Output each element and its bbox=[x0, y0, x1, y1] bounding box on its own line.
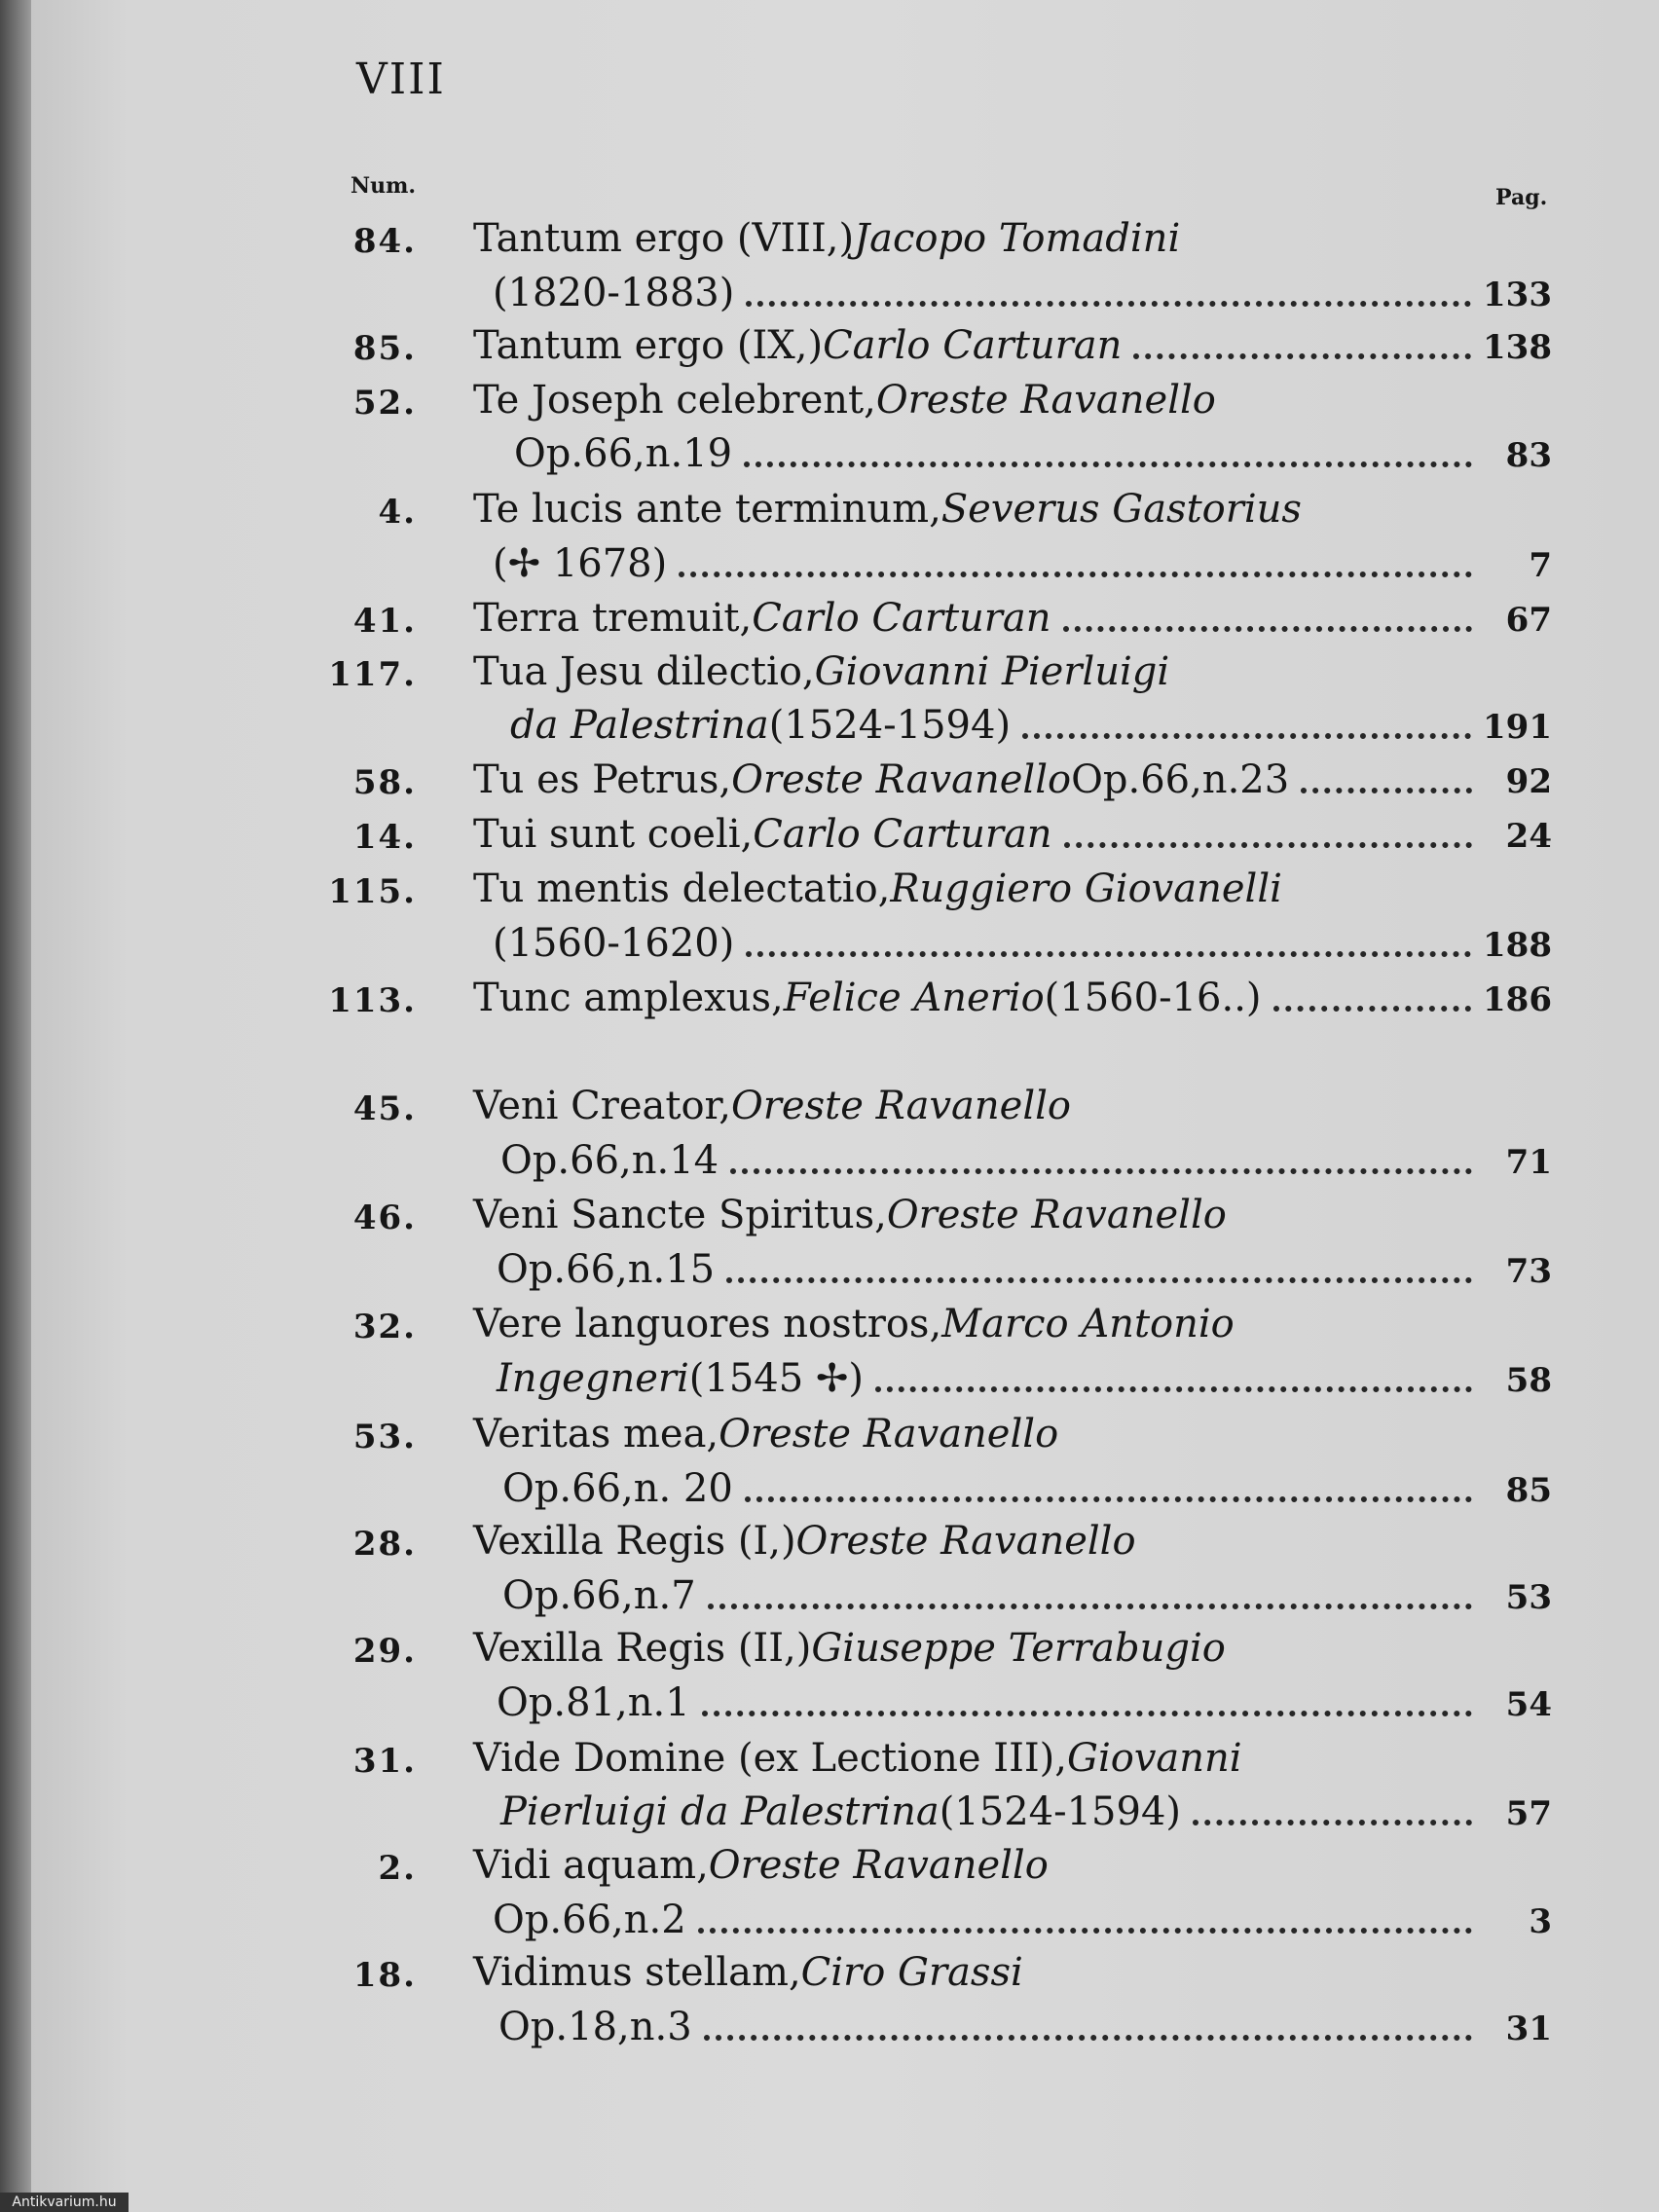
entry-number: 32. bbox=[352, 1308, 417, 1346]
entry-composer: Oreste Ravanello bbox=[875, 378, 1216, 423]
entry-page-number: 85 bbox=[1505, 1471, 1552, 1510]
entry-composer-continued: Pierluigi da Palestrina bbox=[500, 1789, 940, 1834]
entry-line-2 bbox=[500, 1138, 1552, 1183]
entry-page-number: 73 bbox=[1505, 1252, 1552, 1291]
entry-line-2 bbox=[493, 271, 1552, 315]
entry-page-number: 188 bbox=[1483, 926, 1552, 965]
entry-detail: (1560-16..) bbox=[1044, 976, 1262, 1020]
dot-leader bbox=[1193, 1819, 1472, 1825]
entry-line-1 bbox=[473, 1843, 1552, 1888]
entry-title: Veritas mea, bbox=[473, 1412, 719, 1456]
entry-detail: (1545 ✢) bbox=[688, 1356, 865, 1401]
entry-detail: (✢ 1678) bbox=[493, 541, 668, 586]
entry-line-1 bbox=[473, 1412, 1552, 1456]
entry-line-2 bbox=[497, 1247, 1552, 1292]
entry-line-2 bbox=[493, 541, 1552, 586]
entry-composer: Oreste Ravanello bbox=[795, 1519, 1136, 1564]
entry-page-number: 71 bbox=[1505, 1143, 1552, 1182]
entry-line-1 bbox=[473, 1736, 1552, 1781]
watermark: Antikvarium.hu bbox=[0, 2193, 129, 2212]
entry-detail: Op.66,n.19 bbox=[514, 431, 733, 476]
entry-page-number: 53 bbox=[1505, 1578, 1552, 1617]
entry-title: Te lucis ante terminum, bbox=[473, 487, 941, 532]
entry-composer: Marco Antonio bbox=[941, 1302, 1235, 1346]
dot-leader bbox=[744, 461, 1472, 467]
entry-composer: Severus Gastorius bbox=[940, 487, 1302, 532]
dot-leader bbox=[746, 950, 1471, 957]
dot-leader bbox=[730, 1167, 1472, 1174]
entry-title: Tunc amplexus, bbox=[473, 976, 784, 1020]
entry-title: Te Joseph celebrent, bbox=[473, 378, 876, 423]
entry-page-number: 57 bbox=[1505, 1794, 1552, 1833]
entry-page-number: 3 bbox=[1529, 1902, 1552, 1941]
entry-title: Tui sunt coeli, bbox=[473, 812, 754, 857]
entry-title: Tantum ergo (VIII,) bbox=[473, 216, 855, 261]
entry-composer: Jacopo Tomadini bbox=[854, 216, 1181, 261]
entry-line-1 bbox=[473, 487, 1552, 532]
dot-leader bbox=[1133, 352, 1471, 359]
dot-leader bbox=[746, 300, 1471, 307]
entry-composer: Oreste Ravanello bbox=[719, 1412, 1059, 1456]
entry-detail: (1524-1594) bbox=[768, 703, 1012, 748]
entry-detail: Op.66,n. 20 bbox=[502, 1466, 733, 1511]
entry-line-2 bbox=[510, 703, 1552, 748]
entry-detail: (1820-1883) bbox=[493, 271, 735, 315]
entry-page-number: 83 bbox=[1505, 436, 1552, 475]
entry-number: 14. bbox=[352, 818, 417, 857]
dot-leader bbox=[1273, 1005, 1471, 1012]
dot-leader bbox=[679, 571, 1472, 577]
entry-title: Vide Domine (ex Lectione III), bbox=[473, 1736, 1067, 1781]
entry-page-number: 92 bbox=[1505, 762, 1552, 801]
entry-line-1 bbox=[473, 649, 1552, 694]
page-number: VIII bbox=[356, 55, 446, 104]
entry-line-1 bbox=[473, 976, 1552, 1020]
entry-composer-continued: da Palestrina bbox=[510, 703, 769, 748]
entry-composer: Giovanni Pierluigi bbox=[814, 649, 1170, 694]
entry-number: 117. bbox=[328, 655, 417, 694]
entry-composer: Oreste Ravanello bbox=[708, 1843, 1049, 1888]
entry-title: Vidi aquam, bbox=[473, 1843, 709, 1888]
entry-line-1 bbox=[473, 1193, 1552, 1237]
entry-line-1 bbox=[473, 323, 1552, 368]
entry-line-2 bbox=[502, 1573, 1552, 1618]
entry-number: 28. bbox=[352, 1525, 417, 1564]
entry-number: 53. bbox=[352, 1418, 417, 1456]
entry-detail: Op.18,n.3 bbox=[498, 2005, 692, 2049]
entry-composer: Giuseppe Terrabugio bbox=[811, 1626, 1226, 1671]
entry-number: 41. bbox=[352, 602, 417, 641]
column-header-pag: Pag. bbox=[1495, 185, 1548, 210]
entry-composer: Ruggiero Giovanelli bbox=[890, 866, 1282, 911]
entry-title: Vidimus stellam, bbox=[473, 1950, 801, 1995]
entry-number: 46. bbox=[352, 1198, 417, 1237]
dot-leader bbox=[1301, 787, 1472, 793]
dot-leader bbox=[702, 1710, 1472, 1716]
entry-page-number: 191 bbox=[1483, 708, 1552, 747]
entry-title: Tu es Petrus, bbox=[473, 757, 732, 802]
entry-detail: Op.66,n.14 bbox=[500, 1138, 719, 1183]
entry-title: Terra tremuit, bbox=[473, 596, 753, 641]
entry-number: 31. bbox=[352, 1742, 417, 1781]
column-header-num: Num. bbox=[350, 173, 417, 199]
entry-title: Tu mentis delectatio, bbox=[473, 866, 891, 911]
entry-page-number: 58 bbox=[1505, 1361, 1552, 1400]
entry-detail: (1524-1594) bbox=[939, 1789, 1182, 1834]
entry-line-2 bbox=[493, 921, 1552, 966]
entry-number: 85. bbox=[352, 329, 417, 368]
entry-page-number: 133 bbox=[1483, 276, 1552, 314]
entry-line-1 bbox=[473, 866, 1552, 911]
entry-title: Veni Creator, bbox=[473, 1084, 731, 1128]
entry-title: Veni Sancte Spiritus, bbox=[473, 1193, 887, 1237]
entry-detail: (1560-1620) bbox=[493, 921, 735, 966]
entry-page-number: 186 bbox=[1483, 980, 1552, 1019]
entry-page-number: 54 bbox=[1505, 1685, 1552, 1724]
dot-leader bbox=[875, 1385, 1472, 1392]
dot-leader bbox=[1064, 841, 1472, 848]
entry-line-1 bbox=[473, 596, 1552, 641]
entry-composer: Carlo Carturan bbox=[823, 323, 1123, 368]
entry-line-2 bbox=[497, 1680, 1552, 1725]
entry-line-1 bbox=[473, 812, 1552, 857]
entry-page-number: 7 bbox=[1529, 546, 1552, 585]
dot-leader bbox=[1063, 625, 1472, 632]
entry-page-number: 31 bbox=[1505, 2009, 1552, 2048]
entry-number: 18. bbox=[352, 1956, 417, 1995]
entry-detail: Op.66,n.23 bbox=[1071, 757, 1290, 802]
entry-composer: Felice Anerio bbox=[783, 976, 1045, 1020]
entry-detail: Op.66,n.2 bbox=[493, 1898, 686, 1942]
entry-composer: Oreste Ravanello bbox=[731, 757, 1072, 802]
book-spine-shadow bbox=[0, 0, 35, 2212]
dot-leader bbox=[726, 1276, 1472, 1283]
entry-line-2 bbox=[497, 1356, 1552, 1401]
entry-composer: Ciro Grassi bbox=[800, 1950, 1023, 1995]
entry-detail: Op.81,n.1 bbox=[497, 1680, 690, 1725]
entry-number: 45. bbox=[352, 1089, 417, 1128]
entry-number: 84. bbox=[352, 222, 417, 261]
entry-line-1 bbox=[473, 216, 1552, 261]
entry-composer: Carlo Carturan bbox=[753, 812, 1052, 857]
entry-line-1 bbox=[473, 757, 1552, 802]
entry-line-1 bbox=[473, 1626, 1552, 1671]
dot-leader bbox=[704, 2034, 1472, 2041]
entry-detail: Op.66,n.7 bbox=[502, 1573, 696, 1618]
entry-line-2 bbox=[498, 2005, 1552, 2049]
entry-number: 2. bbox=[378, 1849, 417, 1888]
entry-composer: Giovanni bbox=[1067, 1736, 1242, 1781]
entry-page-number: 67 bbox=[1505, 601, 1552, 640]
entry-number: 29. bbox=[352, 1632, 417, 1671]
entry-number: 115. bbox=[328, 872, 417, 911]
entry-composer: Oreste Ravanello bbox=[886, 1193, 1227, 1237]
entry-title: Vexilla Regis (I,) bbox=[473, 1519, 796, 1564]
entry-line-2 bbox=[500, 1789, 1552, 1834]
entry-title: Tantum ergo (IX,) bbox=[473, 323, 824, 368]
dot-leader bbox=[698, 1927, 1472, 1934]
entry-composer: Carlo Carturan bbox=[752, 596, 1051, 641]
entry-detail: Op.66,n.15 bbox=[497, 1247, 716, 1292]
entry-title: Tua Jesu dilectio, bbox=[473, 649, 815, 694]
entry-number: 52. bbox=[352, 384, 417, 423]
entry-composer-continued: Ingegneri bbox=[497, 1356, 689, 1401]
dot-leader bbox=[708, 1603, 1472, 1609]
entry-page-number: 138 bbox=[1483, 328, 1552, 367]
entry-line-2 bbox=[502, 1466, 1552, 1511]
entry-number: 58. bbox=[352, 763, 417, 802]
entry-line-1 bbox=[473, 1519, 1552, 1564]
entry-line-1 bbox=[473, 1950, 1552, 1995]
entry-number: 113. bbox=[328, 981, 417, 1020]
entry-line-1 bbox=[473, 1084, 1552, 1128]
entry-number: 4. bbox=[378, 493, 417, 532]
entry-line-1 bbox=[473, 1302, 1552, 1346]
entry-title: Vexilla Regis (II,) bbox=[473, 1626, 812, 1671]
dot-leader bbox=[745, 1495, 1472, 1502]
dot-leader bbox=[1022, 732, 1471, 739]
entry-composer: Oreste Ravanello bbox=[731, 1084, 1072, 1128]
entry-title: Vere languores nostros, bbox=[473, 1302, 942, 1346]
entry-line-1 bbox=[473, 378, 1552, 423]
entry-page-number: 24 bbox=[1505, 817, 1552, 856]
entry-line-2 bbox=[493, 1898, 1552, 1942]
entry-line-2 bbox=[514, 431, 1552, 476]
